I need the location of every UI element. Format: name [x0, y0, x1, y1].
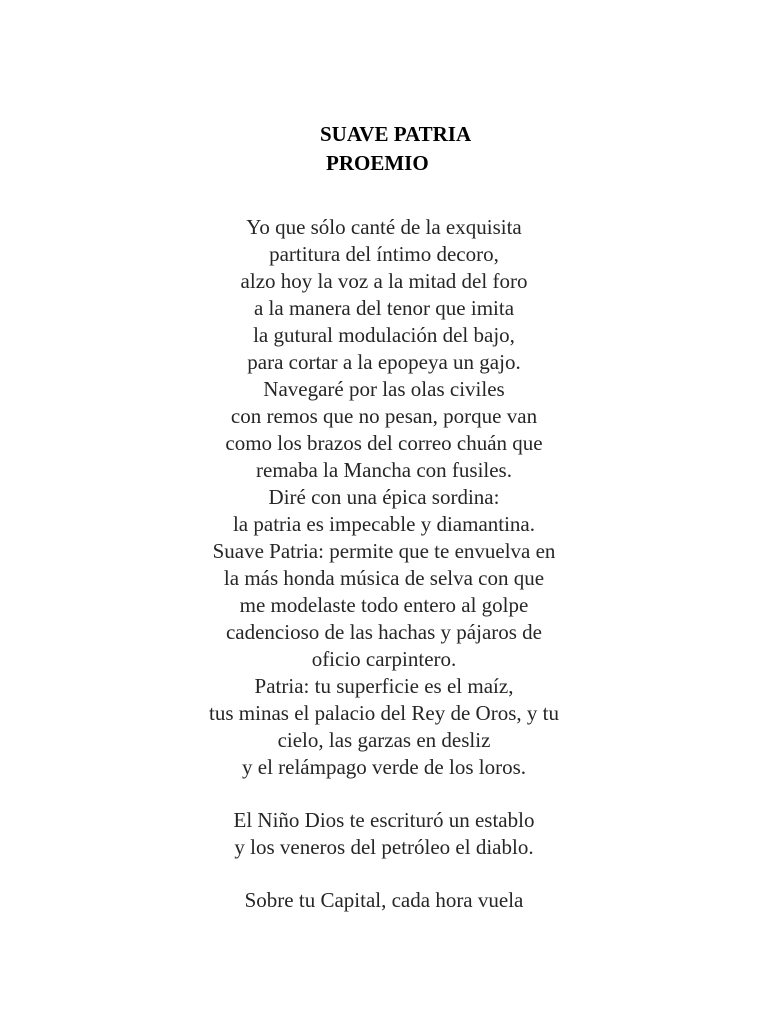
poem-line: y el relámpago verde de los loros.: [242, 755, 526, 779]
poem-line: Sobre tu Capital, cada hora vuela: [244, 888, 524, 912]
poem-line: Navegaré por las olas civiles: [263, 377, 505, 401]
poem-line: remaba la Mancha con fusiles.: [256, 458, 512, 482]
poem-line: la más honda música de selva con que: [223, 566, 545, 590]
poem-line: oficio carpintero.: [311, 647, 457, 671]
stanza-divider: [0, 781, 768, 807]
poem-line: Suave Patria: permite que te envuelva en: [212, 539, 556, 563]
poem-line: cielo, las garzas en desliz: [277, 728, 491, 752]
poem-title: SUAVE PATRIA: [320, 122, 472, 146]
poem-line: Yo que sólo canté de la exquisita: [246, 215, 522, 239]
poem-line: y los veneros del petróleo el diablo.: [234, 835, 534, 859]
poem-body: [0, 214, 768, 914]
poem-line: la gutural modulación del bajo,: [253, 323, 515, 347]
poem-line: Patria: tu superficie es el maíz,: [254, 674, 514, 698]
stanza-1: [0, 214, 768, 781]
stanza-divider: [0, 861, 768, 887]
poem-line: con remos que no pesan, porque van: [230, 404, 538, 428]
poem-line: tus minas el palacio del Rey de Oros, y tu: [209, 701, 559, 725]
poem-line: a la manera del tenor que imita: [253, 296, 515, 320]
poem-line: cadencioso de las hachas y pájaros de: [225, 620, 543, 644]
poem-line: partitura del íntimo decoro,: [269, 242, 499, 266]
poem-line: me modelaste todo entero al golpe: [239, 593, 529, 617]
poem-line: El Niño Dios te escrituró un establo: [233, 808, 535, 832]
stanza-3: [0, 887, 768, 914]
stanza-2: [0, 807, 768, 861]
poem-line: Diré con una épica sordina:: [268, 485, 500, 509]
poem-line: para cortar a la epopeya un gajo.: [247, 350, 521, 374]
poem-line: como los brazos del correo chuán que: [225, 431, 543, 455]
poem-line: alzo hoy la voz a la mitad del foro: [240, 269, 528, 293]
poem-line: la patria es impecable y diamantina.: [232, 512, 536, 536]
poem-subtitle: PROEMIO: [326, 151, 429, 175]
